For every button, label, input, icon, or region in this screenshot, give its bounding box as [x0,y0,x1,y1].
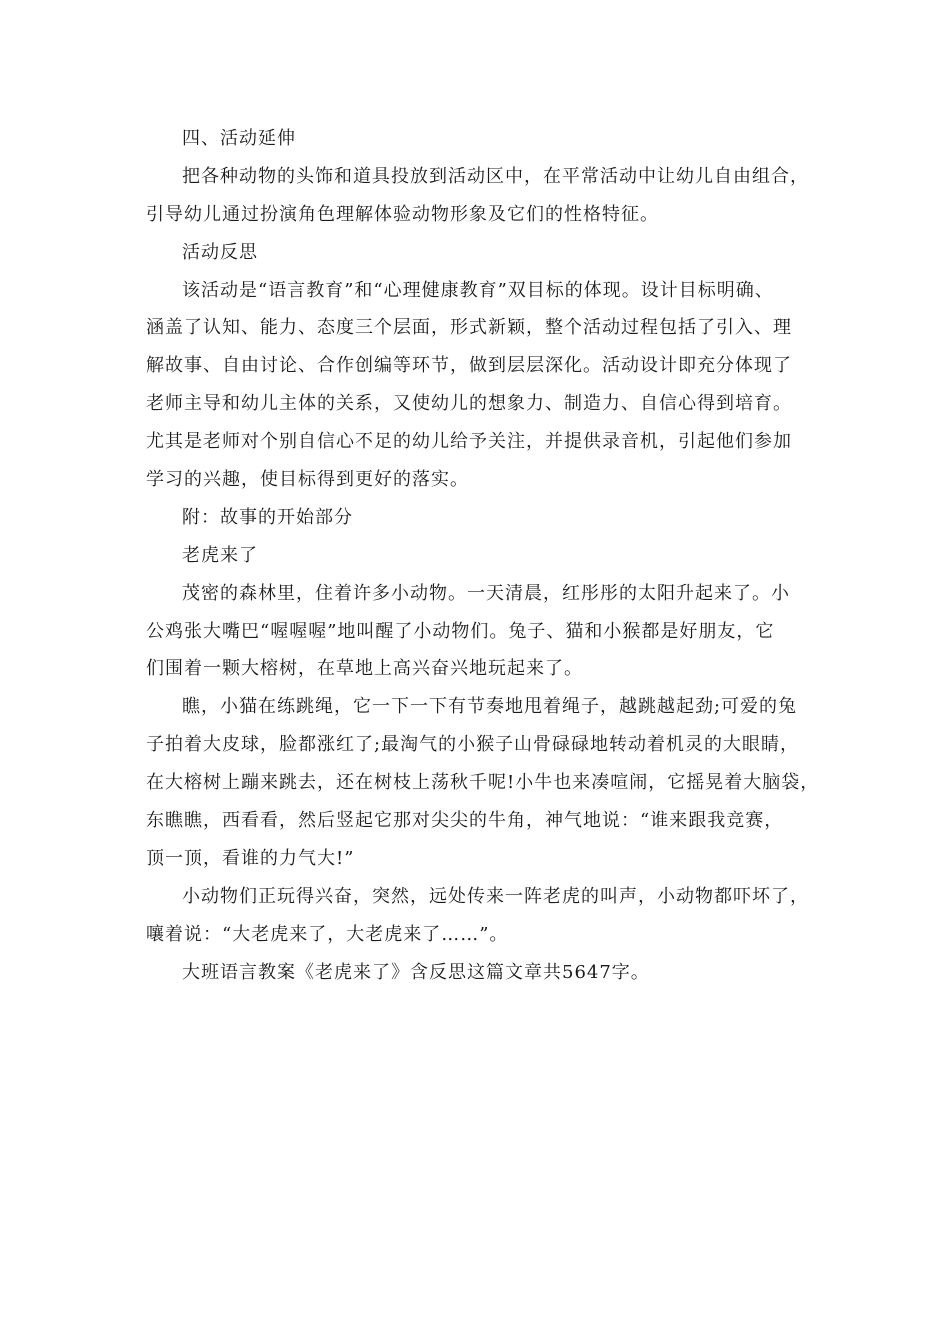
paragraph-line: 嚷着说：“大老虎来了，大老虎来了……”。 [146,923,509,945]
paragraph-line: 茂密的森林里，住着许多小动物。一天清晨，红彤彤的太阳升起来了。小 [182,582,790,604]
paragraph-line: 尤其是老师对个别自信心不足的幼儿给予关注，并提供录音机，引起他们参加 [146,431,792,453]
story-title: 老虎来了 [182,544,258,566]
document-body [146,124,820,995]
section-heading-appendix: 附：故事的开始部分 [182,506,353,528]
paragraph-line: 们围着一颗大榕树，在草地上高兴奋兴地玩起来了。 [146,658,583,680]
paragraph-line: 涵盖了认知、能力、态度三个层面，形式新颖，整个活动过程包括了引入、理 [146,317,792,339]
paragraph-line: 老师主导和幼儿主体的关系，又使幼儿的想象力、制造力、自信心得到培育。 [146,393,792,415]
section-heading-reflection: 活动反思 [182,241,258,263]
paragraph-line: 子拍着大皮球，脸都涨红了;最淘气的小猴子山骨碌碌地转动着机灵的大眼睛， [146,734,800,756]
paragraph-line: 小动物们正玩得兴奋，突然，远处传来一阵老虎的叫声，小动物都吓坏了， [182,885,809,907]
paragraph-line: 该活动是“语言教育”和“心理健康教育”双目标的体现。设计目标明确、 [182,279,774,301]
paragraph-line: 学习的兴趣，使目标得到更好的落实。 [146,469,469,491]
paragraph-line: 把各种动物的头饰和道具投放到活动区中，在平常活动中让幼儿自由组合， [182,165,809,187]
paragraph-line: 引导幼儿通过扮演角色理解体验动物形象及它们的性格特征。 [146,203,659,225]
paragraph-line: 公鸡张大嘴巴“喔喔喔”地叫醒了小动物们。兔子、猫和小猴都是好朋友，它 [146,620,775,642]
paragraph-line: 顶一顶，看谁的力气大!” [146,847,355,869]
section-heading-extension: 四、活动延伸 [182,128,296,149]
paragraph-line: 解故事、自由讨论、合作创编等环节，做到层层深化。活动设计即充分体现了 [146,355,792,377]
word-count-note: 大班语言教案《老虎来了》含反思这篇文章共5647字。 [182,961,650,983]
paragraph-line: 在大榕树上蹦来跳去，还在树枝上荡秋千呢!小牛也来凑喧闹，它摇晃着大脑袋， [146,772,820,794]
paragraph-line: 瞧，小猫在练跳绳，它一下一下有节奏地甩着绳子，越跳越起劲;可爱的兔 [182,696,798,718]
paragraph-line: 东瞧瞧，西看看，然后竖起它那对尖尖的牛角，神气地说：“谁来跟我竞赛， [146,810,784,832]
